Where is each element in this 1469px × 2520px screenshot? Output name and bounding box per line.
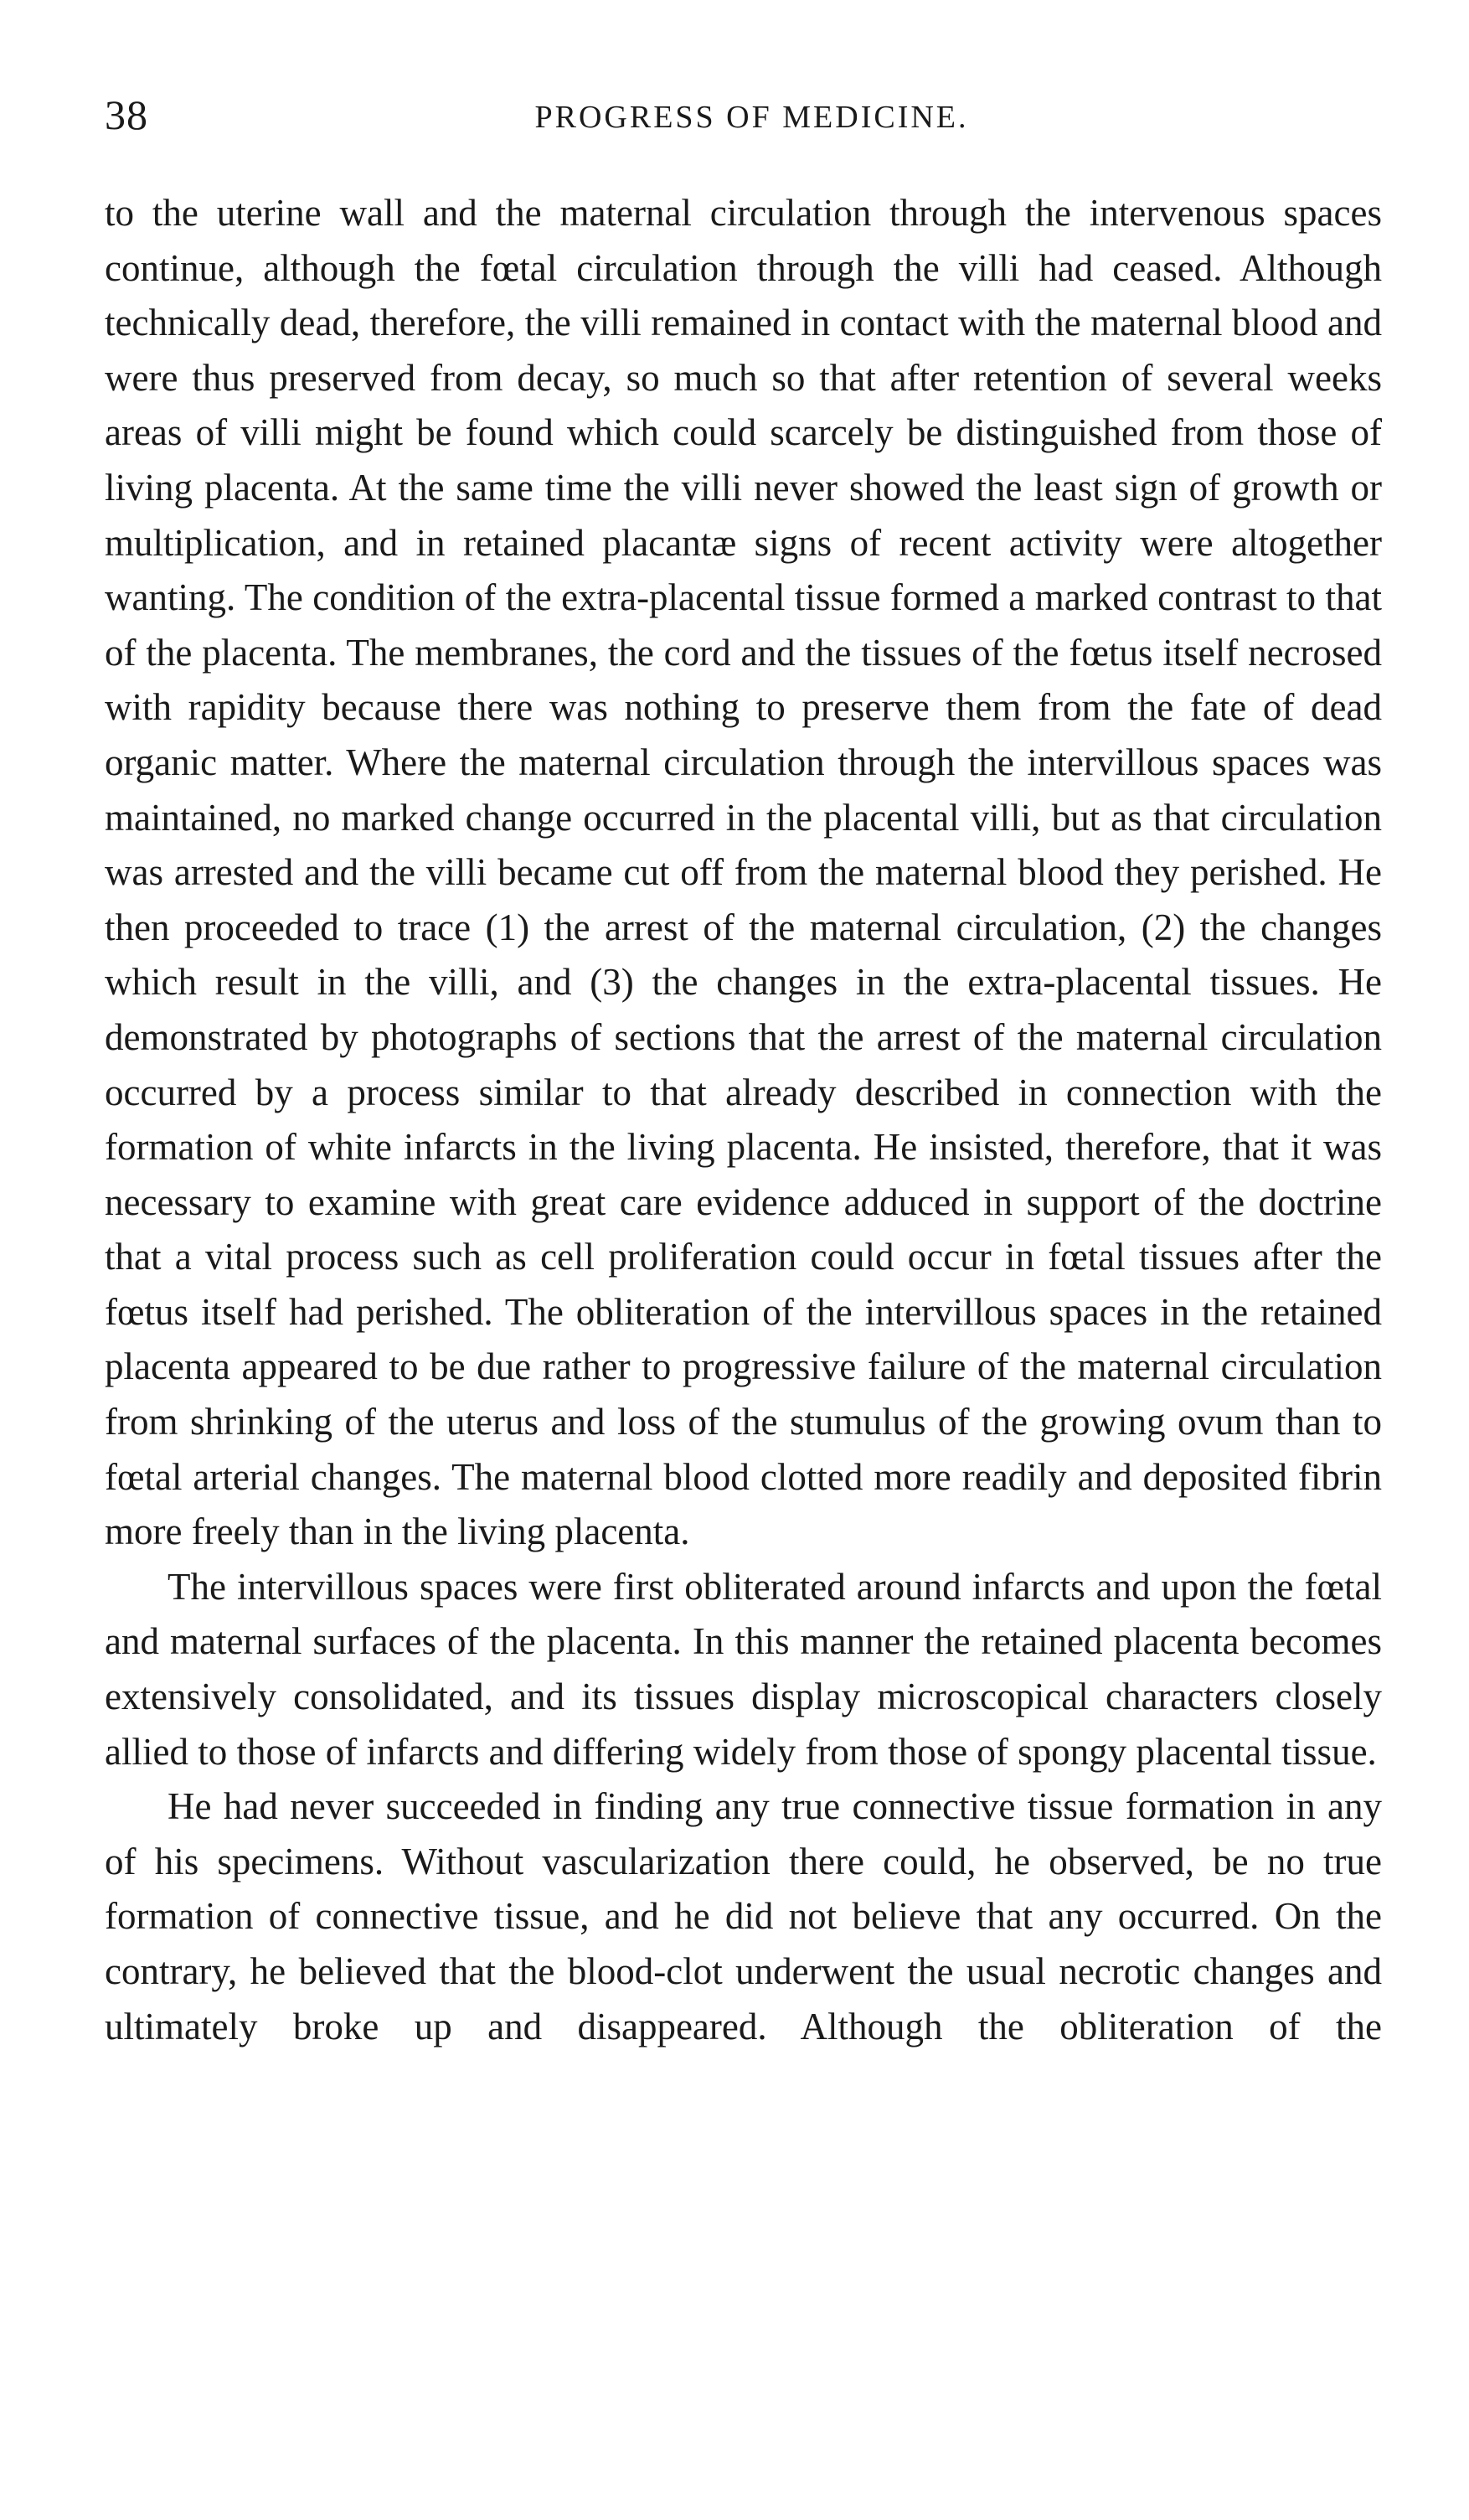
page-number: 38	[105, 91, 148, 138]
paragraph: to the uterine wall and the maternal circulation through the intervenous spaces continue, although the fœtal circulation through the villi had ceased. Although technically dead, therefore, the villi remained in contact with the maternal blood and were thus preserved from decay, so much so that after retention of several weeks areas of villi might be found which could scarcely be distinguished from those of living placenta. At the same time the villi never showed the least sign of growth or multiplication, and in retained placantæ signs of recent activity were altogether wanting. The condition of the extra-placental tissue formed a marked contrast to that of the placenta. The membranes, the cord and the tissues of the fœtus itself necrosed with rapidity because there was nothing to preserve them from the fate of dead organic matter. Where the maternal circulation through the intervillous spaces was maintained, no marked change occurred in the placental villi, but as that circulation was arrested and the villi became cut off from the maternal blood they perished. He then proceeded to trace (1) the arrest of the maternal circulation, (2) the changes which result in the villi, and (3) the changes in the extra-placental tissues. He demonstrated by photographs of sections that the arrest of the maternal circulation occurred by a process similar to that already described in connection with the formation of white infarcts in the living placenta. He insisted, therefore, that it was necessary to examine with great care evidence adduced in support of the doctrine that a vital process such as cell proliferation could occur in fœtal tissues after the fœtus itself had perished. The obliteration of the intervillous spaces in the retained placenta appeared to be due rather to progressive failure of the maternal circulation from shrinking of the uterus and loss of the stumulus of the growing ovum than to fœtal arterial changes. The maternal blood clotted more readily and deposited fibrin more freely than in the living placenta.	[105, 192, 1382, 1553]
running-head: PROGRESS OF MEDICINE.	[534, 100, 969, 135]
paragraph: The intervillous spaces were first obliterated around infarcts and upon the fœtal and maternal surfaces of the placenta. In this manner the retained placenta becomes extensively consolidated, and its tissues display microscopical characters closely allied to those of infarcts and differing widely from those of spongy placental tissue.	[105, 1565, 1382, 1773]
page-header	[105, 84, 1382, 151]
body-text	[105, 186, 1382, 2054]
paragraph: He had never succeeded in finding any true connective tissue formation in any of his specimens. Without vascularization there could, he observed, be no true formation of connective tissue, and he did not believe that any occurred. On the contrary, he believed that the blood-clot underwent the usual necrotic changes and ultimately broke up and disappeared. Although the obliteration of the	[105, 1785, 1382, 2048]
